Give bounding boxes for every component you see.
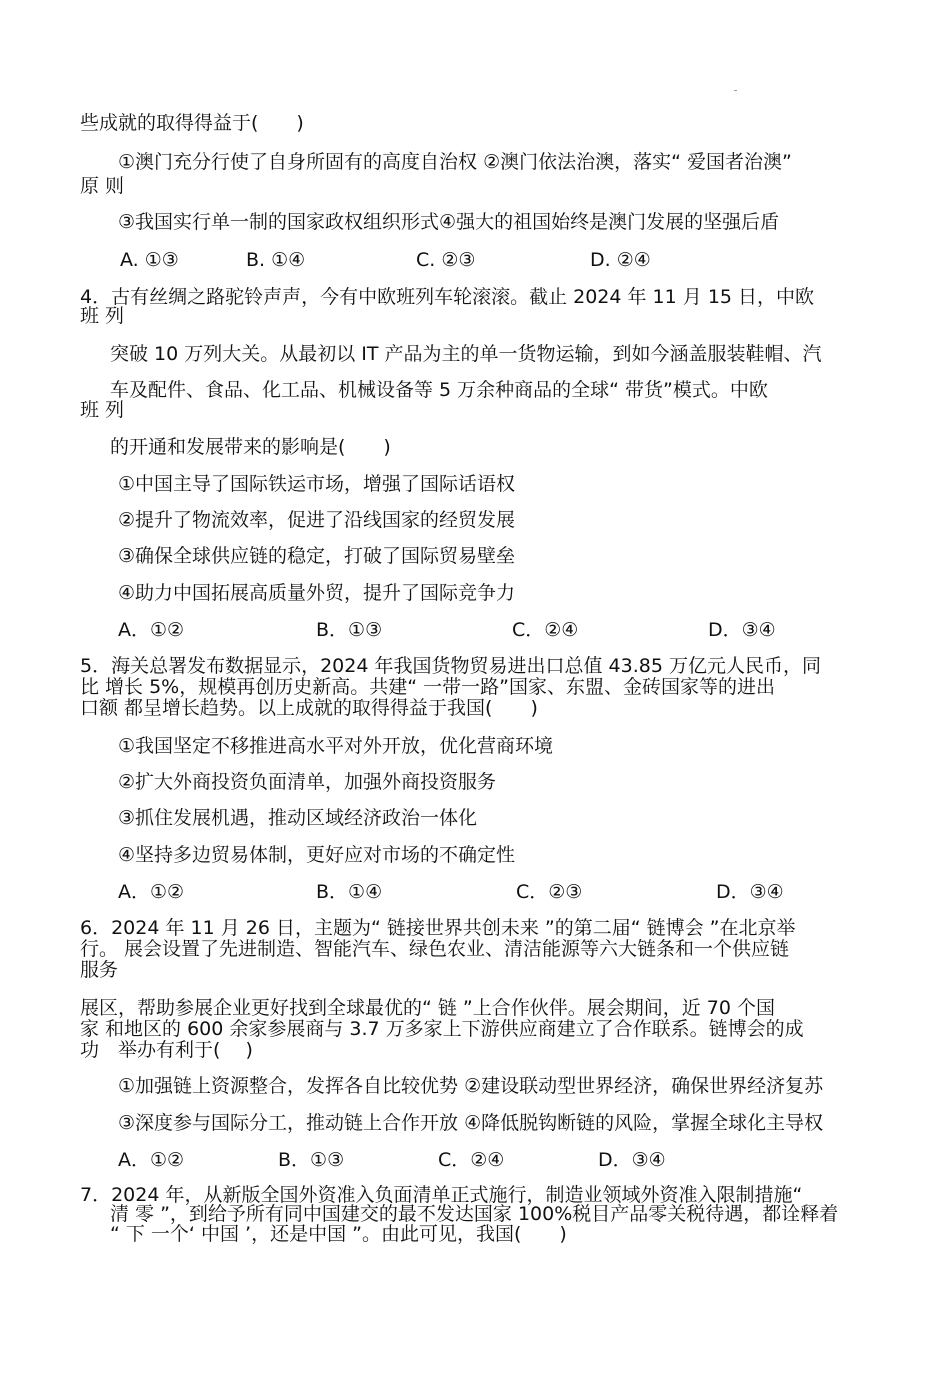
q5-statement-1: ①我国坚定不移推进高水平对外开放，优化营商环境	[118, 735, 554, 757]
q6-statement-2: ③深度参与国际分工，推动链上合作开放 ④降低脱钩断链的风险，掌握全球化主导权	[118, 1112, 824, 1134]
q5-option-b[interactable]: B．①④	[316, 881, 383, 903]
q6-option-b[interactable]: B．①③	[278, 1149, 345, 1171]
q4-stem-line-4: 的开通和发展带来的影响是( )	[110, 436, 391, 458]
q3-option-a[interactable]: A. ①③	[120, 249, 179, 271]
q4-option-b[interactable]: B．①③	[316, 619, 383, 641]
q4-option-a[interactable]: A．①②	[118, 619, 185, 641]
q3-statement-1: ①澳门充分行使了自身所固有的高度自治权 ②澳门依法治澳，落实“ 爱国者治澳”	[118, 151, 792, 173]
q4-stem-line-2: 突破 10 万列大关。从最初以 IT 产品为主的单一货物运输，到如今涵盖服装鞋帽、汽	[110, 343, 822, 365]
q7-stem-line-2: 清 零 ”，到给予所有同中国建交的最不发达国家 100%税目产品零关税待遇，都诠释着	[110, 1203, 839, 1225]
q6-option-d[interactable]: D．③④	[598, 1149, 666, 1171]
q7-stem-line-1: 7．2024 年，从新版全国外资准入负面清单正式施行，制造业领域外资准入限制措施“	[80, 1184, 803, 1206]
q4-statement-2: ②提升了物流效率，促进了沿线国家的经贸发展	[118, 509, 516, 531]
q4-statement-1: ①中国主导了国际铁运市场，增强了国际话语权	[118, 473, 516, 495]
q3-option-c[interactable]: C. ②③	[416, 249, 476, 271]
q4-stem-line-3-wrap: 班 列	[80, 399, 125, 421]
q3-option-b[interactable]: B. ①④	[246, 249, 306, 271]
q5-option-a[interactable]: A．①②	[118, 881, 185, 903]
q3-statement-1-wrap: 原 则	[80, 175, 125, 197]
q6-stem-line-1: 6．2024 年 11 月 26 日，主题为“ 链接世界共创未来 ”的第二届“ 链博会 ”在北京举	[80, 917, 796, 939]
q5-option-c[interactable]: C．②③	[516, 881, 583, 903]
q6-stem-line-5: 家 和地区的 600 余家参展商与 3.7 万多家上下游供应商建立了合作联系。链博会的成	[80, 1018, 804, 1040]
q4-option-c[interactable]: C．②④	[512, 619, 579, 641]
q5-stem-line-2: 比 增长 5%，规模再创历史新高。共建“ 一带一路”国家、东盟、金砖国家等的进出	[80, 676, 775, 698]
q3-stem-tail: 些成就的取得得益于( )	[80, 112, 304, 134]
q5-option-d[interactable]: D．③④	[716, 881, 784, 903]
q6-option-c[interactable]: C．②④	[438, 1149, 505, 1171]
q5-statement-3: ③抓住发展机遇，推动区域经济政治一体化	[118, 807, 478, 829]
q6-stem-line-4: 展区，帮助参展企业更好找到全球最优的“ 链 ”上合作伙伴。展会期间，近 70 个国	[80, 997, 776, 1019]
page-mark	[734, 90, 737, 91]
q3-statement-2: ③我国实行单一制的国家政权组织形式④强大的祖国始终是澳门发展的坚强后盾	[118, 211, 780, 233]
q5-statement-4: ④坚持多边贸易体制，更好应对市场的不确定性	[118, 844, 516, 866]
q6-statement-1: ①加强链上资源整合，发挥各自比较优势 ②建设联动型世界经济，确保世界经济复苏	[118, 1075, 824, 1097]
q6-stem-line-6: 功 举办有利于( )	[80, 1039, 253, 1061]
q4-stem-line-1: 4．古有丝绸之路驼铃声声，今有中欧班列车轮滚滚。截止 2024 年 11 月 15 日，中欧	[80, 286, 815, 308]
q4-stem-line-3: 车及配件、食品、化工品、机械设备等 5 万余种商品的全球“ 带货”模式。中欧	[110, 379, 768, 401]
q3-option-d[interactable]: D. ②④	[590, 249, 651, 271]
q4-option-d[interactable]: D．③④	[708, 619, 776, 641]
q4-stem-line-1-wrap: 班 列	[80, 305, 125, 327]
q6-option-a[interactable]: A．①②	[118, 1149, 185, 1171]
q7-stem-line-3: “ 下 一个‘ 中国 ’，还是中国 ”。由此可见，我国( )	[110, 1223, 567, 1245]
q6-stem-line-3: 服务	[80, 959, 119, 981]
q4-statement-3: ③确保全球供应链的稳定，打破了国际贸易壁垒	[118, 545, 516, 567]
q4-statement-4: ④助力中国拓展高质量外贸，提升了国际竞争力	[118, 582, 516, 604]
q5-stem-line-1: 5．海关总署发布数据显示，2024 年我国货物贸易进出口总值 43.85 万亿元人民币，同	[80, 655, 821, 677]
q5-statement-2: ②扩大外商投资负面清单，加强外商投资服务	[118, 771, 497, 793]
q6-stem-line-2: 行。 展会设置了先进制造、智能汽车、绿色农业、清洁能源等六大链条和一个供应链	[80, 938, 790, 960]
q5-stem-line-3: 口额 都呈增长趋势。以上成就的取得得益于我国( )	[80, 697, 538, 719]
